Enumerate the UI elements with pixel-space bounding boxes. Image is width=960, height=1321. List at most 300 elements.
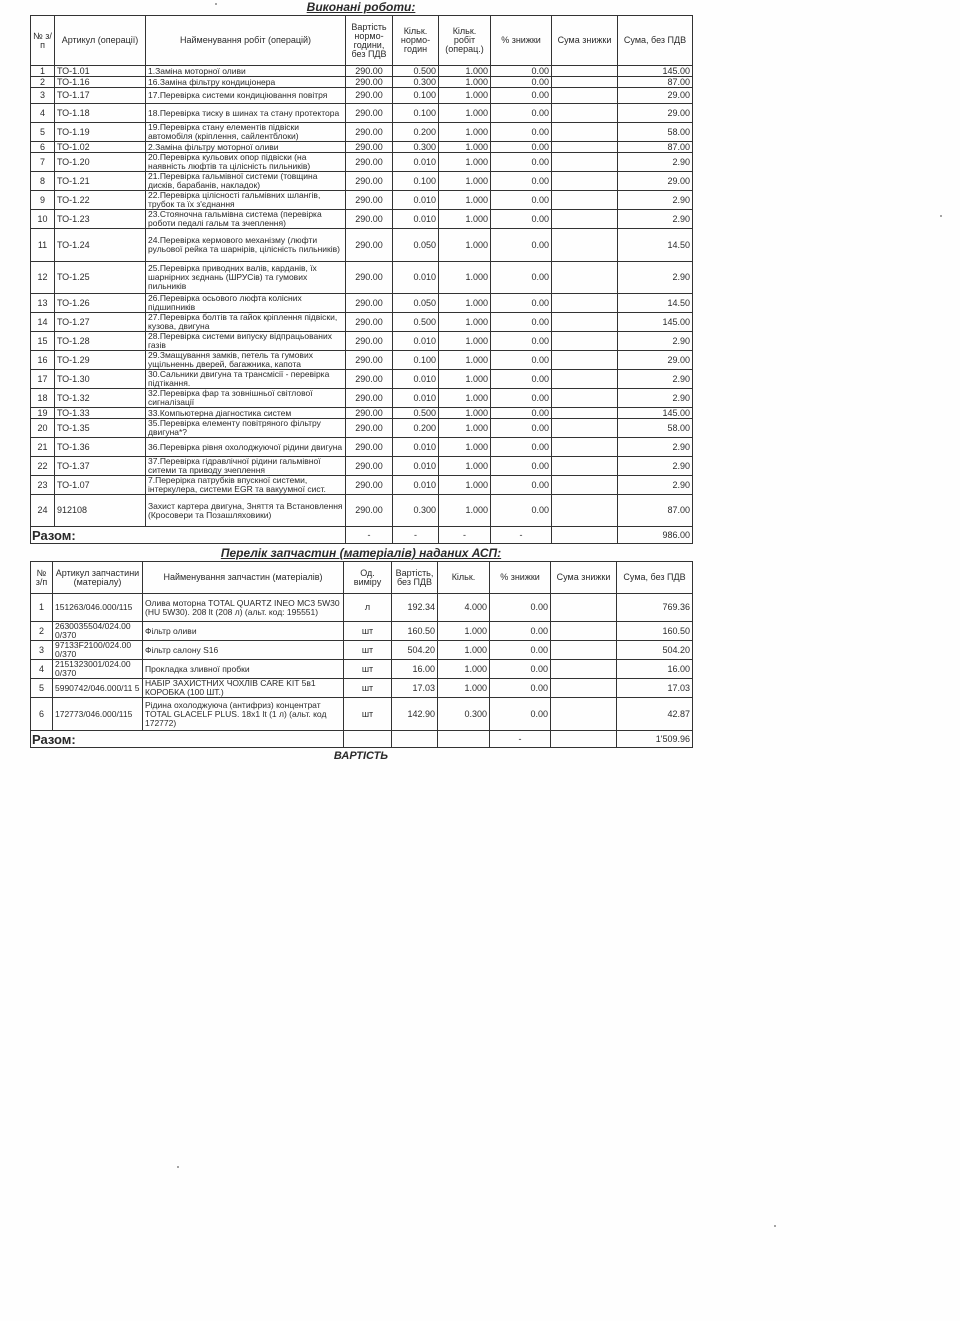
ops-qty: 1.000 bbox=[439, 66, 491, 77]
sum: 87.00 bbox=[618, 142, 693, 153]
discount-sum bbox=[551, 698, 617, 731]
row-number: 3 bbox=[31, 88, 55, 104]
work-row bbox=[31, 351, 693, 370]
row-number: 1 bbox=[31, 66, 55, 77]
hour-price: 290.00 bbox=[346, 210, 393, 229]
row-number: 22 bbox=[31, 457, 55, 476]
part-row bbox=[31, 622, 693, 641]
row-number: 12 bbox=[31, 262, 55, 294]
hour-price: 290.00 bbox=[346, 370, 393, 389]
col-header-discount-sum: Сума знижки bbox=[552, 16, 618, 66]
part-name: Олива моторна TOTAL QUARTZ INEO MC3 5W30 (HU 5W30). 208 lt (208 л) (альт. код: 195551) bbox=[143, 594, 344, 622]
work-code: ТО-1.19 bbox=[55, 123, 146, 142]
row-number: 24 bbox=[31, 495, 55, 527]
qty: 1.000 bbox=[438, 622, 490, 641]
work-code: ТО-1.21 bbox=[55, 172, 146, 191]
ops-qty: 1.000 bbox=[439, 104, 491, 123]
work-row bbox=[31, 495, 693, 527]
discount-pct: 0.00 bbox=[491, 210, 552, 229]
sum: 14.50 bbox=[618, 229, 693, 262]
sum: 58.00 bbox=[618, 419, 693, 438]
unit: шт bbox=[344, 641, 392, 660]
works-total-qty: - bbox=[439, 527, 491, 544]
discount-pct: 0.00 bbox=[491, 389, 552, 408]
hour-price: 290.00 bbox=[346, 77, 393, 88]
work-row bbox=[31, 332, 693, 351]
works-total-row bbox=[31, 527, 693, 544]
discount-sum bbox=[552, 438, 618, 457]
scan-speck bbox=[177, 1166, 179, 1168]
part-name: Прокладка зливної пробки bbox=[143, 660, 344, 679]
discount-pct: 0.00 bbox=[491, 457, 552, 476]
hours: 0.100 bbox=[393, 88, 439, 104]
discount-pct: 0.00 bbox=[491, 104, 552, 123]
work-row bbox=[31, 123, 693, 142]
work-row bbox=[31, 142, 693, 153]
hours: 0.200 bbox=[393, 123, 439, 142]
row-number: 5 bbox=[31, 679, 53, 698]
col-header-code: Артикул (операції) bbox=[55, 16, 146, 66]
row-number: 23 bbox=[31, 476, 55, 495]
work-row bbox=[31, 476, 693, 495]
work-name: 24.Перевірка кермового механізму (люфти рульової рейка та шарнірів, цілісність пильників) bbox=[146, 229, 346, 262]
work-code: ТО-1.28 bbox=[55, 332, 146, 351]
hour-price: 290.00 bbox=[346, 172, 393, 191]
discount-sum bbox=[552, 104, 618, 123]
hours: 0.500 bbox=[393, 66, 439, 77]
discount-sum bbox=[552, 142, 618, 153]
work-row bbox=[31, 77, 693, 88]
discount-sum bbox=[552, 191, 618, 210]
discount-sum bbox=[552, 66, 618, 77]
hours: 0.010 bbox=[393, 153, 439, 172]
sum: 42.87 bbox=[617, 698, 693, 731]
discount-pct: 0.00 bbox=[491, 351, 552, 370]
part-row bbox=[31, 679, 693, 698]
sum: 16.00 bbox=[617, 660, 693, 679]
discount-sum bbox=[552, 262, 618, 294]
hours: 0.010 bbox=[393, 438, 439, 457]
price: 17.03 bbox=[392, 679, 438, 698]
sum: 2.90 bbox=[618, 210, 693, 229]
sum: 160.50 bbox=[617, 622, 693, 641]
work-row bbox=[31, 408, 693, 419]
parts-col-header-price: Вартість, без ПДВ bbox=[392, 562, 438, 594]
work-name: 17.Перевірка системи кондиціювання повітря bbox=[146, 88, 346, 104]
work-row bbox=[31, 370, 693, 389]
discount-pct: 0.00 bbox=[491, 88, 552, 104]
work-name: 36.Перевірка рівня охолоджуючої рідини двигуна bbox=[146, 438, 346, 457]
hour-price: 290.00 bbox=[346, 408, 393, 419]
row-number: 19 bbox=[31, 408, 55, 419]
work-row bbox=[31, 389, 693, 408]
parts-header-row bbox=[31, 562, 693, 594]
parts-col-header-unit: Од. виміру bbox=[344, 562, 392, 594]
price: 192.34 bbox=[392, 594, 438, 622]
work-row bbox=[31, 419, 693, 438]
discount-pct: 0.00 bbox=[491, 123, 552, 142]
price: 16.00 bbox=[392, 660, 438, 679]
hour-price: 290.00 bbox=[346, 294, 393, 313]
hours: 0.010 bbox=[393, 389, 439, 408]
work-code: 912108 bbox=[55, 495, 146, 527]
col-header-sum: Сума, без ПДВ bbox=[618, 16, 693, 66]
hour-price: 290.00 bbox=[346, 153, 393, 172]
ops-qty: 1.000 bbox=[439, 313, 491, 332]
hour-price: 290.00 bbox=[346, 262, 393, 294]
work-row bbox=[31, 153, 693, 172]
discount-pct: 0.00 bbox=[490, 679, 551, 698]
hour-price: 290.00 bbox=[346, 191, 393, 210]
hour-price: 290.00 bbox=[346, 457, 393, 476]
work-name: 1.Заміна моторної оливи bbox=[146, 66, 346, 77]
ops-qty: 1.000 bbox=[439, 408, 491, 419]
parts-col-header-sum: Сума, без ПДВ bbox=[617, 562, 693, 594]
ops-qty: 1.000 bbox=[439, 262, 491, 294]
work-name: 27.Перевірка болтів та гайок кріплення підвіски, кузова, двигуна bbox=[146, 313, 346, 332]
work-code: ТО-1.17 bbox=[55, 88, 146, 104]
discount-pct: 0.00 bbox=[491, 294, 552, 313]
work-code: ТО-1.20 bbox=[55, 153, 146, 172]
row-number: 2 bbox=[31, 622, 53, 641]
work-name: 35.Перевірка елементу повітряного фільтру двигуна*? bbox=[146, 419, 346, 438]
ops-qty: 1.000 bbox=[439, 370, 491, 389]
qty: 1.000 bbox=[438, 641, 490, 660]
parts-table bbox=[30, 561, 693, 748]
part-row bbox=[31, 698, 693, 731]
parts-col-header-number: № з/п bbox=[31, 562, 53, 594]
discount-sum bbox=[551, 641, 617, 660]
row-number: 8 bbox=[31, 172, 55, 191]
price: 160.50 bbox=[392, 622, 438, 641]
work-name: 30.Сальники двигуна та трансмісії - перевірка підтікання. bbox=[146, 370, 346, 389]
work-code: ТО-1.22 bbox=[55, 191, 146, 210]
parts-total-price bbox=[392, 731, 438, 748]
sum: 2.90 bbox=[618, 153, 693, 172]
work-code: ТО-1.32 bbox=[55, 389, 146, 408]
work-code: ТО-1.30 bbox=[55, 370, 146, 389]
qty: 1.000 bbox=[438, 679, 490, 698]
hours: 0.500 bbox=[393, 313, 439, 332]
work-name: 16.Заміна фільтру кондиціонера bbox=[146, 77, 346, 88]
sum: 145.00 bbox=[618, 408, 693, 419]
work-code: ТО-1.23 bbox=[55, 210, 146, 229]
work-code: ТО-1.25 bbox=[55, 262, 146, 294]
work-name: 29.Змащування замків, петель та гумових ущільненнь дверей, багажника, капота bbox=[146, 351, 346, 370]
sum: 29.00 bbox=[618, 351, 693, 370]
discount-pct: 0.00 bbox=[490, 594, 551, 622]
row-number: 5 bbox=[31, 123, 55, 142]
work-code: ТО-1.35 bbox=[55, 419, 146, 438]
parts-col-header-qty: Кільк. bbox=[438, 562, 490, 594]
work-row bbox=[31, 88, 693, 104]
col-header-ops-qty: Кільк. робіт (операц.) bbox=[439, 16, 491, 66]
work-code: ТО-1.26 bbox=[55, 294, 146, 313]
unit: шт bbox=[344, 679, 392, 698]
discount-pct: 0.00 bbox=[491, 77, 552, 88]
discount-sum bbox=[552, 389, 618, 408]
discount-sum bbox=[552, 210, 618, 229]
work-row bbox=[31, 262, 693, 294]
sum: 14.50 bbox=[618, 294, 693, 313]
sum: 769.36 bbox=[617, 594, 693, 622]
discount-pct: 0.00 bbox=[491, 153, 552, 172]
discount-sum bbox=[552, 229, 618, 262]
discount-sum bbox=[552, 88, 618, 104]
unit: шт bbox=[344, 698, 392, 731]
sum: 2.90 bbox=[618, 332, 693, 351]
hours: 0.010 bbox=[393, 191, 439, 210]
sum: 145.00 bbox=[618, 313, 693, 332]
work-name: 18.Перевірка тиску в шинах та стану протектора bbox=[146, 104, 346, 123]
sum: 29.00 bbox=[618, 88, 693, 104]
hours: 0.050 bbox=[393, 294, 439, 313]
parts-section-title: Перелік запчастин (матеріалів) наданих АСП: bbox=[220, 546, 502, 560]
ops-qty: 1.000 bbox=[439, 389, 491, 408]
discount-sum bbox=[552, 495, 618, 527]
discount-sum bbox=[552, 370, 618, 389]
discount-sum bbox=[552, 294, 618, 313]
discount-pct: 0.00 bbox=[491, 313, 552, 332]
discount-pct: 0.00 bbox=[491, 476, 552, 495]
unit: л bbox=[344, 594, 392, 622]
discount-pct: 0.00 bbox=[491, 438, 552, 457]
work-name: 25.Перевірка приводних валів, карданів, їх шарнірних зєднань (ШРУСів) та гумових пильників bbox=[146, 262, 346, 294]
work-code: ТО-1.18 bbox=[55, 104, 146, 123]
work-row bbox=[31, 294, 693, 313]
work-code: ТО-1.36 bbox=[55, 438, 146, 457]
work-name: 28.Перевірка системи випуску відпрацьованих газів bbox=[146, 332, 346, 351]
hour-price: 290.00 bbox=[346, 495, 393, 527]
part-name: Фільтр оливи bbox=[143, 622, 344, 641]
part-name: НАБІР ЗАХИСТНИХ ЧОХЛІВ CARE KIT 5в1 КОРОБКА (100 ШТ.) bbox=[143, 679, 344, 698]
part-code: 97133F2100/024.00 0/370 bbox=[53, 641, 143, 660]
works-total-discount: - bbox=[491, 527, 552, 544]
sum: 2.90 bbox=[618, 457, 693, 476]
discount-sum bbox=[552, 123, 618, 142]
row-number: 4 bbox=[31, 104, 55, 123]
ops-qty: 1.000 bbox=[439, 123, 491, 142]
parts-col-header-code: Артикул запчастини (матеріалу) bbox=[53, 562, 143, 594]
work-code: ТО-1.24 bbox=[55, 229, 146, 262]
sum: 2.90 bbox=[618, 262, 693, 294]
ops-qty: 1.000 bbox=[439, 77, 491, 88]
part-code: 151263/046.000/115 bbox=[53, 594, 143, 622]
work-row bbox=[31, 457, 693, 476]
work-code: ТО-1.02 bbox=[55, 142, 146, 153]
discount-pct: 0.00 bbox=[491, 142, 552, 153]
hour-price: 290.00 bbox=[346, 389, 393, 408]
unit: шт bbox=[344, 660, 392, 679]
works-total-discount-sum bbox=[552, 527, 618, 544]
qty: 4.000 bbox=[438, 594, 490, 622]
work-name: 22.Перевірка цілісності гальмівних шлангів, трубок та їх з'єднання bbox=[146, 191, 346, 210]
sum: 29.00 bbox=[618, 104, 693, 123]
row-number: 13 bbox=[31, 294, 55, 313]
hours: 0.010 bbox=[393, 457, 439, 476]
discount-sum bbox=[551, 660, 617, 679]
ops-qty: 1.000 bbox=[439, 191, 491, 210]
hours: 0.010 bbox=[393, 370, 439, 389]
works-header-row bbox=[31, 16, 693, 66]
ops-qty: 1.000 bbox=[439, 495, 491, 527]
discount-pct: 0.00 bbox=[491, 229, 552, 262]
scan-speck bbox=[774, 1225, 776, 1227]
row-number: 2 bbox=[31, 77, 55, 88]
hour-price: 290.00 bbox=[346, 476, 393, 495]
hours: 0.300 bbox=[393, 77, 439, 88]
sum: 2.90 bbox=[618, 389, 693, 408]
discount-sum bbox=[552, 457, 618, 476]
discount-pct: 0.00 bbox=[491, 370, 552, 389]
work-row bbox=[31, 66, 693, 77]
sum: 2.90 bbox=[618, 438, 693, 457]
discount-sum bbox=[551, 622, 617, 641]
sum: 58.00 bbox=[618, 123, 693, 142]
hours: 0.300 bbox=[393, 495, 439, 527]
parts-col-header-discount-pct: % знижки bbox=[490, 562, 551, 594]
ops-qty: 1.000 bbox=[439, 229, 491, 262]
work-name: 20.Перевірка кульових опор підвіски (на наявність люфтів та цілісність пильників) bbox=[146, 153, 346, 172]
ops-qty: 1.000 bbox=[439, 153, 491, 172]
discount-pct: 0.00 bbox=[490, 660, 551, 679]
price: 504.20 bbox=[392, 641, 438, 660]
works-total-hours: - bbox=[393, 527, 439, 544]
parts-col-header-discount-sum: Сума знижки bbox=[551, 562, 617, 594]
hour-price: 290.00 bbox=[346, 313, 393, 332]
discount-sum bbox=[552, 476, 618, 495]
part-code: 2630035504/024.00 0/370 bbox=[53, 622, 143, 641]
work-name: 19.Перевірка стану елементів підвіски автомобіля (кріплення, сайлентблоки) bbox=[146, 123, 346, 142]
ops-qty: 1.000 bbox=[439, 476, 491, 495]
row-number: 20 bbox=[31, 419, 55, 438]
part-name: Рідина охолоджуюча (антифриз) концентрат TOTAL GLACELF PLUS. 18x1 lt (1 л) (альт. код 172772) bbox=[143, 698, 344, 731]
discount-sum bbox=[552, 172, 618, 191]
sum: 2.90 bbox=[618, 370, 693, 389]
sum: 2.90 bbox=[618, 191, 693, 210]
sum: 29.00 bbox=[618, 172, 693, 191]
row-number: 10 bbox=[31, 210, 55, 229]
work-name: 26.Перевірка осьового люфта колісних підшипників bbox=[146, 294, 346, 313]
parts-total-discount-sum bbox=[551, 731, 617, 748]
hours: 0.010 bbox=[393, 476, 439, 495]
parts-total-row bbox=[31, 731, 693, 748]
sum: 145.00 bbox=[618, 66, 693, 77]
works-total-price: - bbox=[346, 527, 393, 544]
work-code: ТО-1.27 bbox=[55, 313, 146, 332]
discount-pct: 0.00 bbox=[491, 332, 552, 351]
ops-qty: 1.000 bbox=[439, 351, 491, 370]
discount-sum bbox=[552, 419, 618, 438]
ops-qty: 1.000 bbox=[439, 142, 491, 153]
work-code: ТО-1.07 bbox=[55, 476, 146, 495]
discount-pct: 0.00 bbox=[491, 262, 552, 294]
discount-pct: 0.00 bbox=[491, 419, 552, 438]
document-sheet bbox=[30, 0, 692, 762]
work-code: ТО-1.16 bbox=[55, 77, 146, 88]
work-name: 7.Перерірка патрубків впускної системи, інтеркулера, системи EGR та вакуумної сист. bbox=[146, 476, 346, 495]
discount-pct: 0.00 bbox=[491, 408, 552, 419]
sum: 87.00 bbox=[618, 495, 693, 527]
discount-pct: 0.00 bbox=[490, 622, 551, 641]
works-section-title: Виконані роботи: bbox=[306, 0, 416, 14]
parts-total-label: Разом: bbox=[31, 731, 344, 748]
qty: 0.300 bbox=[438, 698, 490, 731]
discount-pct: 0.00 bbox=[490, 641, 551, 660]
unit: шт bbox=[344, 622, 392, 641]
row-number: 9 bbox=[31, 191, 55, 210]
hour-price: 290.00 bbox=[346, 332, 393, 351]
part-code: 2151323001/024.00 0/370 bbox=[53, 660, 143, 679]
row-number: 6 bbox=[31, 142, 55, 153]
sum: 2.90 bbox=[618, 476, 693, 495]
scan-speck bbox=[940, 215, 942, 217]
work-name: 37.Перевірка гідравлічної рідини гальмівної ситеми та приводу зчеплення bbox=[146, 457, 346, 476]
work-row bbox=[31, 438, 693, 457]
discount-sum bbox=[552, 153, 618, 172]
hours: 0.050 bbox=[393, 229, 439, 262]
parts-col-header-name: Найменування запчастин (матеріалів) bbox=[143, 562, 344, 594]
discount-pct: 0.00 bbox=[491, 495, 552, 527]
row-number: 3 bbox=[31, 641, 53, 660]
hours: 0.300 bbox=[393, 142, 439, 153]
hours: 0.100 bbox=[393, 104, 439, 123]
discount-sum bbox=[552, 313, 618, 332]
parts-total-unit bbox=[344, 731, 392, 748]
discount-pct: 0.00 bbox=[491, 191, 552, 210]
work-name: Захист картера двигуна, Зняття та Встановлення (Кросовери та Позашляховики) bbox=[146, 495, 346, 527]
row-number: 6 bbox=[31, 698, 53, 731]
row-number: 15 bbox=[31, 332, 55, 351]
hours: 0.010 bbox=[393, 332, 439, 351]
hours: 0.100 bbox=[393, 172, 439, 191]
hour-price: 290.00 bbox=[346, 351, 393, 370]
work-row bbox=[31, 313, 693, 332]
discount-sum bbox=[552, 408, 618, 419]
discount-pct: 0.00 bbox=[491, 172, 552, 191]
discount-sum bbox=[551, 594, 617, 622]
ops-qty: 1.000 bbox=[439, 210, 491, 229]
sum: 17.03 bbox=[617, 679, 693, 698]
part-row bbox=[31, 641, 693, 660]
work-name: 32.Перевірка фар та зовнішньої світлової сигналізації bbox=[146, 389, 346, 408]
discount-sum bbox=[551, 679, 617, 698]
col-header-name: Найменування робіт (операцій) bbox=[146, 16, 346, 66]
scan-speck bbox=[215, 3, 217, 5]
row-number: 17 bbox=[31, 370, 55, 389]
work-code: ТО-1.33 bbox=[55, 408, 146, 419]
hour-price: 290.00 bbox=[346, 66, 393, 77]
ops-qty: 1.000 bbox=[439, 419, 491, 438]
discount-pct: 0.00 bbox=[490, 698, 551, 731]
hour-price: 290.00 bbox=[346, 104, 393, 123]
hours: 0.010 bbox=[393, 262, 439, 294]
parts-total-sum: 1'509.96 bbox=[617, 731, 693, 748]
row-number: 18 bbox=[31, 389, 55, 408]
footer-title: ВАРТІСТЬ bbox=[333, 750, 389, 762]
work-row bbox=[31, 229, 693, 262]
work-name: 2.Заміна фільтру моторної оливи bbox=[146, 142, 346, 153]
parts-total-qty bbox=[438, 731, 490, 748]
sum: 87.00 bbox=[618, 77, 693, 88]
part-code: 172773/046.000/115 bbox=[53, 698, 143, 731]
row-number: 4 bbox=[31, 660, 53, 679]
work-row bbox=[31, 172, 693, 191]
hours: 0.100 bbox=[393, 351, 439, 370]
row-number: 21 bbox=[31, 438, 55, 457]
hours: 0.010 bbox=[393, 210, 439, 229]
work-row bbox=[31, 210, 693, 229]
